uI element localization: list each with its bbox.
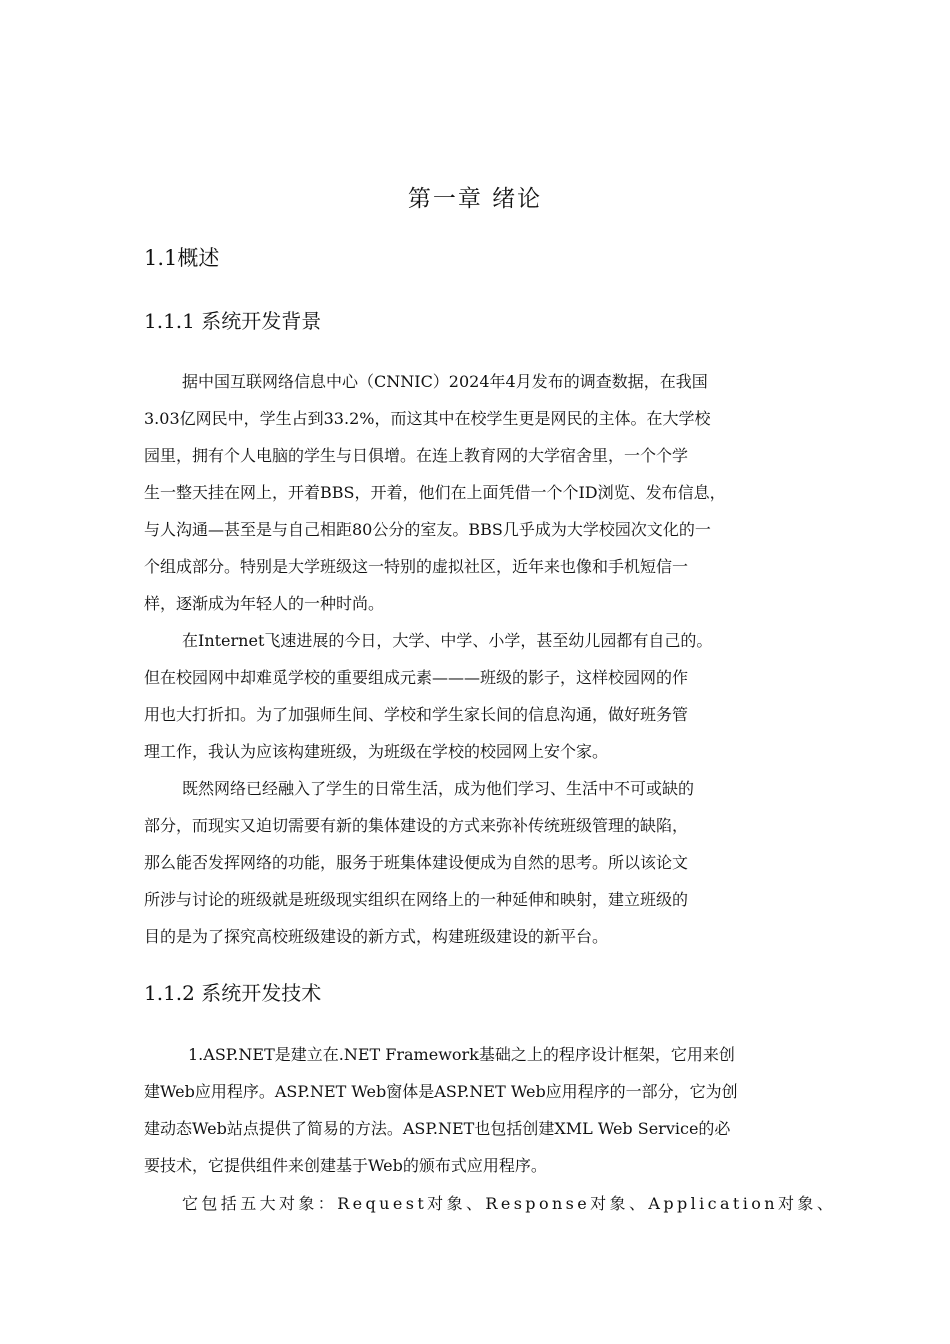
paragraph-1-line: 样，逐渐成为年轻人的一种时尚。 (144, 594, 385, 613)
paragraph-3-line: 目的是为了探究高校班级建设的新方式，构建班级建设的新平台。 (144, 927, 609, 946)
paragraph-2-line: 但在校园网中却难觅学校的重要组成元素———班级的影子，这样校园网的作 (144, 668, 689, 687)
paragraph-1-line: 个组成部分。特别是大学班级这一特别的虚拟社区，近年来也像和手机短信一 (144, 557, 689, 576)
paragraph-4-line: 1.ASP.NET是建立在.NET Framework基础之上的程序设计框架，它用来创 (188, 1045, 735, 1064)
paragraph-1-line: 园里，拥有个人电脑的学生与日俱增。在连上教育网的大学宿舍里，一个个学 (144, 446, 689, 465)
paragraph-1-line: 生一整天挂在网上，开着BBS，开着，他们在上面凭借一个个ID浏览、发布信息， (144, 483, 726, 502)
paragraph-2-line: 在Internet飞速进展的今日，大学、中学、小学，甚至幼儿园都有自己的。 (182, 631, 713, 650)
section-heading-1-1-1: 1.1.1 系统开发背景 (144, 309, 322, 333)
section-heading-1-1-2: 1.1.2 系统开发技术 (144, 981, 322, 1005)
paragraph-4-line: 建动态Web站点提供了简易的方法。ASP.NET也包括创建XML Web Service的必 (144, 1119, 731, 1138)
paragraph-3-line: 所涉与讨论的班级就是班级现实组织在网络上的一种延伸和映射，建立班级的 (144, 890, 689, 909)
paragraph-1-line: 3.03亿网民中，学生占到33.2%，而这其中在校学生更是网民的主体。在大学校 (144, 409, 711, 428)
paragraph-3-line: 那么能否发挥网络的功能，服务于班集体建设便成为自然的思考。所以该论文 (144, 853, 689, 872)
paragraph-1-line: 据中国互联网络信息中心（CNNIC）2024年4月发布的调查数据，在我国 (182, 372, 708, 391)
paragraph-2-line: 理工作，我认为应该构建班级，为班级在学校的校园网上安个家。 (144, 742, 609, 761)
paragraph-2-line: 用也大打折扣。为了加强师生间、学校和学生家长间的信息沟通，做好班务管 (144, 705, 689, 724)
section-heading-1-1: 1.1概述 (144, 246, 220, 270)
paragraph-5-line: 它包括五大对象：Request对象、Response对象、Application对象、 (182, 1194, 837, 1213)
paragraph-4-line: 要技术，它提供组件来创建基于Web的颁布式应用程序。 (144, 1156, 547, 1175)
chapter-title: 第一章 绪论 (407, 186, 543, 212)
paragraph-3-line: 既然网络已经融入了学生的日常生活，成为他们学习、生活中不可或缺的 (182, 779, 695, 798)
paragraph-1-line: 与人沟通—甚至是与自己相距80公分的室友。BBS几乎成为大学校园次文化的一 (144, 520, 711, 539)
paragraph-3-line: 部分，而现实又迫切需要有新的集体建设的方式来弥补传统班级管理的缺陷， (144, 816, 689, 835)
paragraph-4-line: 建Web应用程序。ASP.NET Web窗体是ASP.NET Web应用程序的一部分，它为创 (144, 1082, 738, 1101)
